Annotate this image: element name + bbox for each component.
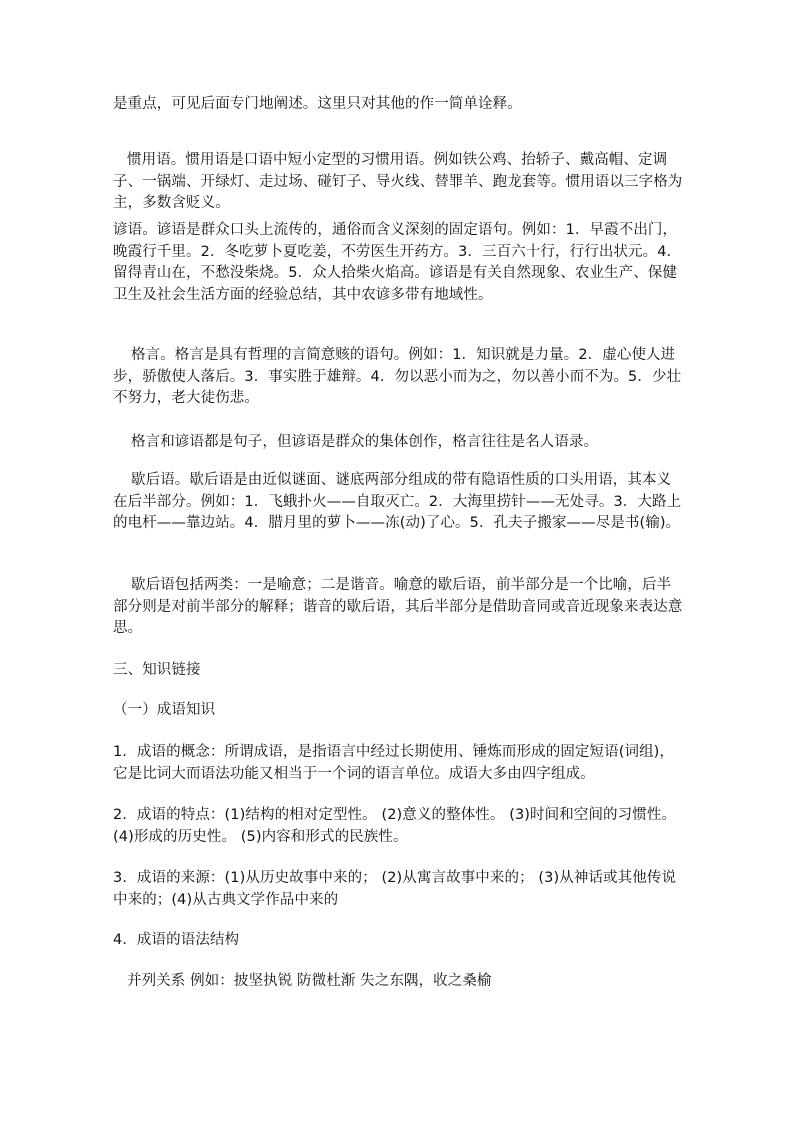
paragraph-idioms-common: 惯用语。惯用语是口语中短小定型的习惯用语。例如铁公鸡、抬轿子、戴高帽、定调子、一锅端、开绿灯、走过场、碰钉子、导火线、替罪羊、跑龙套等。惯用语以三字格为主，多数含贬义。 [113,152,683,211]
paragraph-idiom-grammar-heading: 4．成语的语法结构 [113,932,240,948]
paragraph-proverbs: 谚语。谚语是群众口头上流传的，通俗而含义深刻的固定语句。例如：1．早霞不出门，晚霞行千里。2．冬吃萝卜夏吃姜，不劳医生开药方。3．三百六十行，行行出状元。4．留得青山在，不愁没柴烧。5．众人拾柴火焰高。谚语是有关自然现象、农业生产、保健卫生及社会生活方面的经验总结，其中农谚多带有地域性。 [113,222,682,303]
paragraph-intro: 是重点，可见后面专门地阐述。这里只对其他的作一简单诠释。 [113,96,522,112]
paragraph-idiom-concept: 1．成语的概念：所谓成语，是指语言中经过长期使用、锤炼而形成的固定短语(词组)，它是比词大而语法功能又相当于一个词的语言单位。成语大多由四字组成。 [113,744,675,782]
paragraph-idiom-features: 2．成语的特点：(1)结构的相对定型性。 (2)意义的整体性。 (3)时间和空间的习惯性。 (4)形成的历史性。 (5)内容和形式的民族性。 [113,807,677,845]
paragraph-maxims-vs-proverbs: 格言和谚语都是句子，但谚语是群众的集体创作，格言往往是名人语录。 [131,434,599,450]
section-heading-knowledge-links: 三、知识链接 [113,662,201,678]
paragraph-maxims: 格言。格言是具有哲理的言简意赅的语句。例如：1．知识就是力量。2．虚心使人进步，骄傲使人落后。3．事实胜于雄辩。4．勿以恶小而为之，勿以善小而不为。5．少壮不努力，老大徒伤悲。 [113,347,682,406]
paragraph-idiom-origins: 3．成语的来源：(1)从历史故事中来的； (2)从寓言故事中来的； (3)从神话或其他传说中来的；(4)从古典文学作品中来的 [113,870,677,908]
paragraph-xiehouyu: 歇后语。歇后语是由近似谜面、谜底两部分组成的带有隐语性质的口头用语，其本义在后半部分。例如：1．飞蛾扑火——自取灭亡。2．大海里捞针——无处寻。3．大路上的电杆——靠边站。4．腊月里的萝卜——冻(动)了心。5．孔夫子搬家——尽是书(输)。 [113,472,682,531]
subsection-heading-idiom-knowledge: （一）成语知识 [113,702,216,718]
paragraph-xiehouyu-types: 歇后语包括两类：一是喻意；二是谐音。喻意的歇后语，前半部分是一个比喻，后半部分则是对前半部分的解释；谐音的歇后语，其后半部分是借助音同或音近现象来表达意思。 [113,577,683,636]
paragraph-parallel-relation: 并列关系 例如：披坚执锐 防微杜渐 失之东隅，收之桑榆 [127,973,492,989]
